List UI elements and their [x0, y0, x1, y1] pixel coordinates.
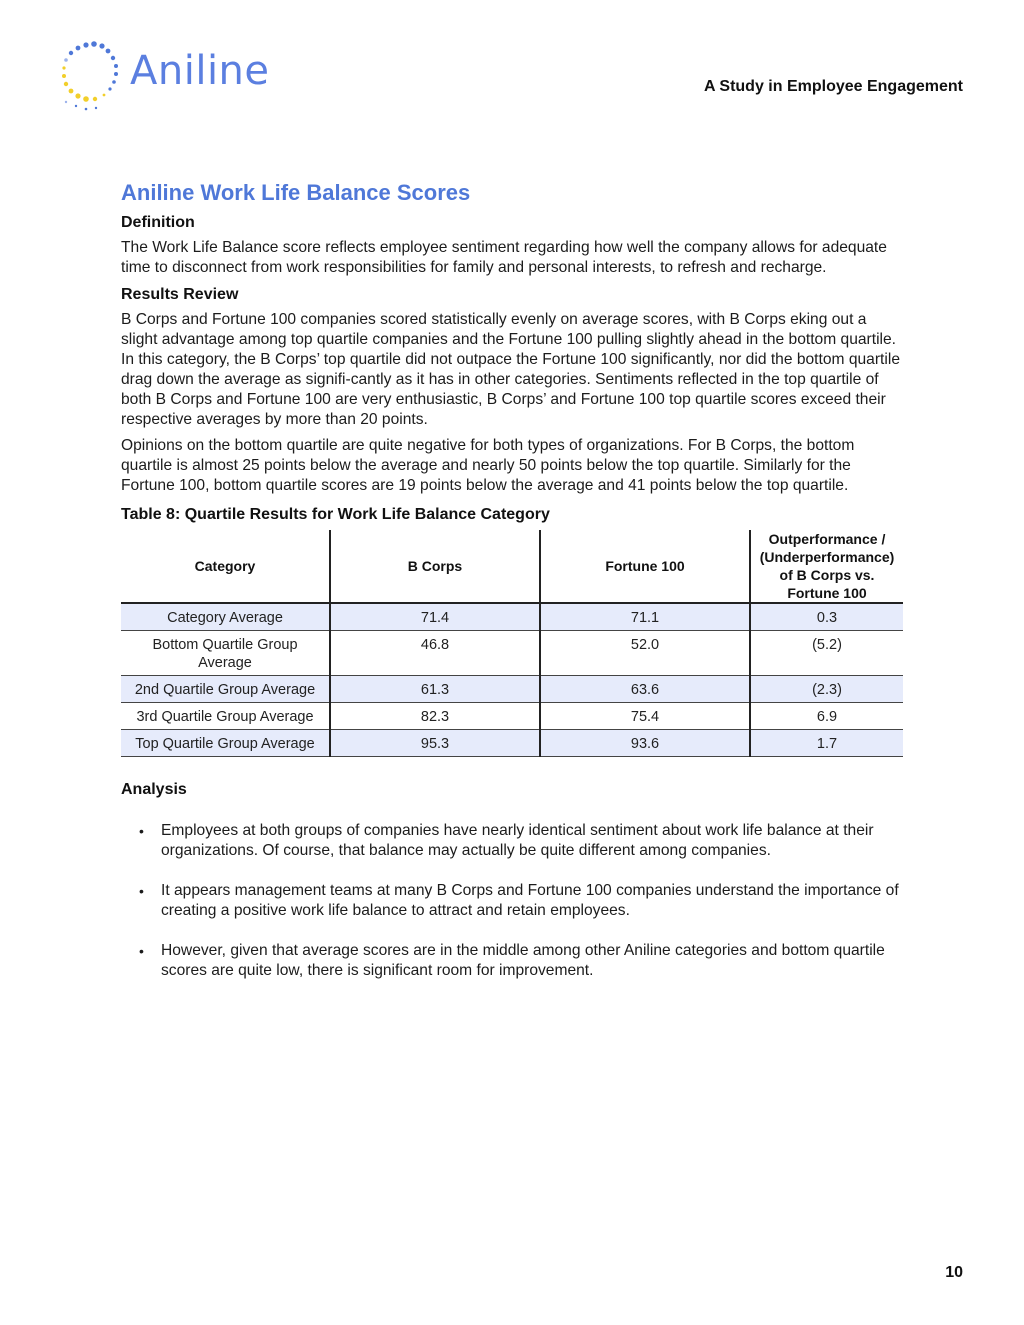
- report-title: A Study in Employee Engagement: [703, 78, 963, 95]
- fortune-100-cell: 52.0: [540, 631, 750, 676]
- bullet-icon: •: [139, 883, 144, 899]
- category-cell: Category Average: [121, 603, 330, 631]
- results-review-heading: Results Review: [121, 286, 239, 303]
- page-content: [121, 180, 903, 1001]
- list-item: [121, 941, 903, 981]
- aniline-logo: [56, 38, 286, 114]
- quartile-results-table: [121, 530, 903, 757]
- column-header-outperformance: Outperformance / (Underperformance) of B Corps vs. Fortune 100: [750, 530, 903, 603]
- analysis-bullet-text: It appears management teams at many B Corps and Fortune 100 companies understand the importance of creating a positive work life balance to attract and retain employees.: [161, 882, 899, 919]
- definition-text: The Work Life Balance score reflects employee sentiment regarding how well the company allows for adequate time to disconnect from work responsibilities for family and personal interests, to refresh and recharge.: [121, 239, 887, 276]
- b-corps-cell: 61.3: [330, 676, 540, 703]
- list-item: [121, 881, 903, 921]
- b-corps-cell: 46.8: [330, 631, 540, 676]
- fortune-100-cell: 75.4: [540, 703, 750, 730]
- difference-cell: 0.3: [750, 603, 903, 631]
- category-cell: Top Quartile Group Average: [121, 730, 330, 757]
- bullet-icon: •: [139, 943, 144, 959]
- table-header-row: [121, 530, 903, 603]
- fortune-100-cell: 71.1: [540, 603, 750, 631]
- b-corps-cell: 71.4: [330, 603, 540, 631]
- category-cell: Bottom Quartile Group Average: [121, 631, 330, 676]
- column-header-category: Category: [121, 530, 330, 603]
- analysis-bullet-text: Employees at both groups of companies have nearly identical sentiment about work life balance at their organizations. Of course, that balance may actually be quite different among companies.: [161, 822, 874, 859]
- aniline-dots-logo-icon: [56, 38, 128, 114]
- analysis-bullet-text: However, given that average scores are in the middle among other Aniline categories and bottom quartile scores are quite low, there is significant room for improvement.: [161, 942, 885, 979]
- section-title: Aniline Work Life Balance Scores: [121, 180, 471, 205]
- page-number: 10: [945, 1264, 963, 1281]
- difference-cell: (2.3): [750, 676, 903, 703]
- b-corps-cell: 82.3: [330, 703, 540, 730]
- difference-cell: 1.7: [750, 730, 903, 757]
- table-row: [121, 703, 903, 730]
- fortune-100-cell: 93.6: [540, 730, 750, 757]
- analysis-heading: Analysis: [121, 781, 187, 798]
- results-paragraph: B Corps and Fortune 100 companies scored statistically evenly on average scores, with B Corps eking out a slight advantage among top quartile companies and the Fortune 100 pulling slightly ahead in the bottom quartile. In this category, the B Corps’ top quartile did not outpace the Fortune 100 significantly, nor did the bottom quartile drag down the average as signifi-cantly as it has in other categories. Sentiments reflected in the top quartile of both B Corps and Fortune 100 are very enthusiastic, B Corps’ and Fortune 100 top quartile scores exceed their respective averages by more than 20 points.: [121, 311, 900, 428]
- column-header-b-corps: B Corps: [330, 530, 540, 603]
- column-header-fortune-100: Fortune 100: [540, 530, 750, 603]
- bullet-icon: •: [139, 823, 144, 839]
- list-item: [121, 821, 903, 861]
- difference-cell: 6.9: [750, 703, 903, 730]
- table-row: [121, 603, 903, 631]
- table-row: [121, 730, 903, 757]
- table-caption: Table 8: Quartile Results for Work Life Balance Category: [121, 506, 550, 523]
- fortune-100-cell: 63.6: [540, 676, 750, 703]
- difference-cell: (5.2): [750, 631, 903, 676]
- results-paragraph: Opinions on the bottom quartile are quite negative for both types of organizations. For B Corps, the bottom quartile is almost 25 points below the average and nearly 50 points below the top quartile. Similarly for the Fortune 100, bottom quartile scores are 19 points below the average and 41 points below the top quartile.: [121, 437, 855, 494]
- table-row: [121, 631, 903, 676]
- table-row: [121, 676, 903, 703]
- logo-wordmark: Aniline: [130, 48, 270, 94]
- category-cell: 3rd Quartile Group Average: [121, 703, 330, 730]
- b-corps-cell: 95.3: [330, 730, 540, 757]
- definition-heading: Definition: [121, 214, 195, 231]
- analysis-list: [121, 821, 903, 981]
- category-cell: 2nd Quartile Group Average: [121, 676, 330, 703]
